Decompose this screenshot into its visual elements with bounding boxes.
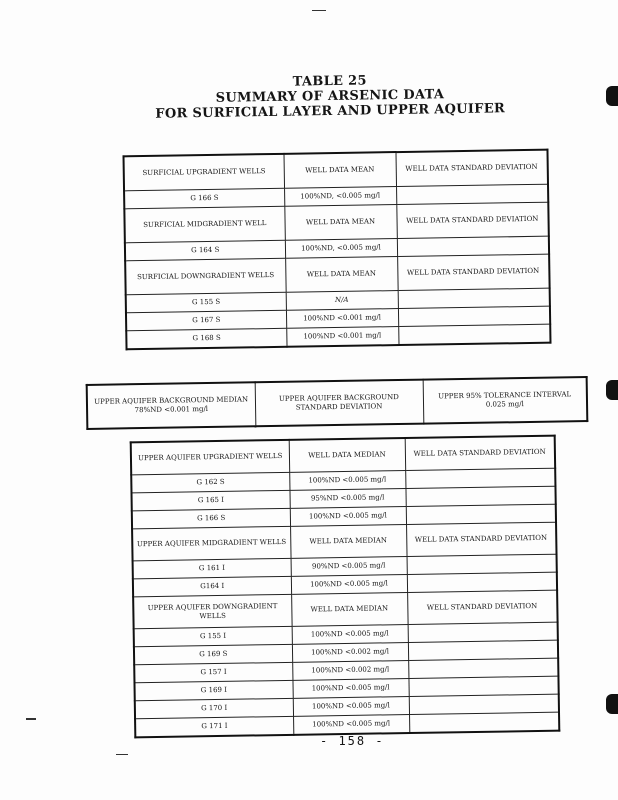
well-value: 100%ND <0.002 mg/l bbox=[292, 661, 408, 681]
well-value: 90%ND <0.005 mg/l bbox=[291, 557, 407, 577]
header-cell: WELL DATA STANDARD DEVIATION bbox=[405, 436, 555, 471]
header-cell: WELL DATA STANDARD DEVIATION bbox=[397, 254, 550, 290]
header-cell: UPPER AQUIFER MIDGRADIENT WELLS bbox=[132, 526, 290, 560]
well-std-dev bbox=[398, 306, 550, 326]
well-std-dev bbox=[397, 236, 549, 256]
background-table bbox=[86, 376, 589, 430]
background-median-value: 78%ND <0.001 mg/l bbox=[134, 405, 209, 415]
well-value: 95%ND <0.005 mg/l bbox=[289, 489, 405, 509]
well-std-dev bbox=[409, 694, 559, 714]
header-cell: WELL DATA MEDIAN bbox=[290, 525, 406, 559]
header-cell: SURFICIAL UPGRADIENT WELLS bbox=[124, 154, 285, 191]
well-value: 100%ND <0.005 mg/l bbox=[292, 679, 408, 699]
well-std-dev bbox=[398, 324, 550, 345]
surficial-table bbox=[122, 149, 551, 351]
well-std-dev bbox=[398, 288, 550, 308]
tolerance-interval-label: UPPER 95% TOLERANCE INTERVAL bbox=[438, 390, 572, 401]
well-value: 100%ND <0.001 mg/l bbox=[286, 327, 398, 347]
table-title bbox=[150, 71, 511, 122]
scan-speck bbox=[116, 754, 128, 755]
scan-speck bbox=[26, 718, 36, 720]
well-id: G 164 S bbox=[125, 240, 285, 261]
well-id: G 166 S bbox=[132, 508, 290, 528]
well-id: G 170 I bbox=[135, 698, 293, 718]
well-id: G 162 S bbox=[131, 472, 289, 492]
well-std-dev bbox=[407, 572, 557, 592]
header-cell: WELL DATA MEAN bbox=[284, 205, 397, 241]
background-median-label: UPPER AQUIFER BACKGROUND MEDIAN bbox=[94, 395, 249, 406]
well-id: G 168 S bbox=[126, 328, 286, 349]
title-line-3: FOR SURFICIAL LAYER AND UPPER AQUIFER bbox=[155, 101, 506, 122]
well-std-dev bbox=[396, 184, 548, 204]
well-std-dev bbox=[408, 640, 558, 660]
header-cell: SURFICIAL DOWNGRADIENT WELLS bbox=[125, 258, 286, 295]
header-cell: WELL DATA STANDARD DEVIATION bbox=[396, 202, 549, 238]
punch-hole bbox=[606, 86, 618, 106]
tolerance-interval-cell bbox=[423, 377, 588, 424]
well-id: G 157 I bbox=[134, 662, 292, 682]
well-value: 100%ND <0.005 mg/l bbox=[289, 471, 405, 491]
well-id: G 161 I bbox=[133, 558, 291, 578]
well-std-dev bbox=[405, 486, 555, 506]
background-std-dev-cell bbox=[255, 380, 424, 427]
punch-hole bbox=[606, 380, 618, 400]
scan-speck bbox=[312, 10, 326, 11]
well-value: 100%ND <0.005 mg/l bbox=[293, 697, 409, 717]
header-cell: UPPER AQUIFER DOWNGRADIENT WELLS bbox=[133, 594, 291, 628]
well-id: G 155 I bbox=[134, 626, 292, 646]
well-value: 100%ND <0.005 mg/l bbox=[290, 507, 406, 527]
page-number: - 158 - bbox=[320, 734, 385, 748]
well-value: 100%ND <0.005 mg/l bbox=[292, 625, 408, 645]
upper-aquifer-table bbox=[130, 435, 561, 739]
punch-hole bbox=[606, 694, 618, 714]
title-line-1: TABLE 25 bbox=[292, 73, 367, 90]
well-value: 100%ND <0.001 mg/l bbox=[286, 309, 398, 329]
well-id: G 171 I bbox=[135, 716, 293, 737]
well-id: G 169 S bbox=[134, 644, 292, 664]
header-cell: UPPER AQUIFER UPGRADIENT WELLS bbox=[131, 440, 289, 475]
title-line-2: SUMMARY OF ARSENIC DATA bbox=[215, 87, 445, 106]
header-cell: WELL DATA STANDARD DEVIATION bbox=[406, 522, 556, 556]
header-cell: WELL DATA MEDIAN bbox=[291, 593, 407, 627]
tolerance-interval-value: 0.025 mg/l bbox=[485, 400, 524, 409]
well-value: 100%ND, <0.005 mg/l bbox=[284, 187, 396, 207]
background-row bbox=[87, 377, 588, 429]
header-cell: WELL DATA MEAN bbox=[283, 152, 396, 188]
header-cell: SURFICIAL MIDGRADIENT WELL bbox=[124, 206, 285, 243]
well-std-dev bbox=[407, 554, 557, 574]
well-id: G164 I bbox=[133, 576, 291, 596]
well-value: 100%ND, <0.005 mg/l bbox=[285, 239, 397, 259]
well-std-dev bbox=[409, 712, 559, 733]
well-id: G 165 I bbox=[132, 490, 290, 510]
well-id: G 169 I bbox=[134, 680, 292, 700]
header-cell: WELL DATA MEAN bbox=[285, 257, 398, 293]
header-cell: WELL STANDARD DEVIATION bbox=[407, 590, 557, 624]
well-id: G 167 S bbox=[126, 310, 286, 331]
background-std-dev-label: UPPER AQUIFER BACKGROUND STANDARD DEVIATION bbox=[278, 393, 399, 412]
well-std-dev bbox=[408, 622, 558, 642]
well-std-dev bbox=[405, 468, 555, 488]
header-cell: WELL DATA MEDIAN bbox=[289, 438, 405, 472]
well-id: G 166 S bbox=[124, 188, 284, 209]
well-std-dev bbox=[406, 504, 556, 524]
well-value: N/A bbox=[286, 291, 398, 311]
well-value: 100%ND <0.005 mg/l bbox=[291, 575, 407, 595]
well-value: 100%ND <0.002 mg/l bbox=[292, 643, 408, 663]
well-value: 100%ND <0.005 mg/l bbox=[293, 715, 409, 735]
well-std-dev bbox=[408, 658, 558, 678]
well-id: G 155 S bbox=[126, 292, 286, 313]
header-cell: WELL DATA STANDARD DEVIATION bbox=[395, 150, 548, 187]
well-std-dev bbox=[408, 676, 558, 696]
background-median-cell bbox=[87, 382, 256, 429]
